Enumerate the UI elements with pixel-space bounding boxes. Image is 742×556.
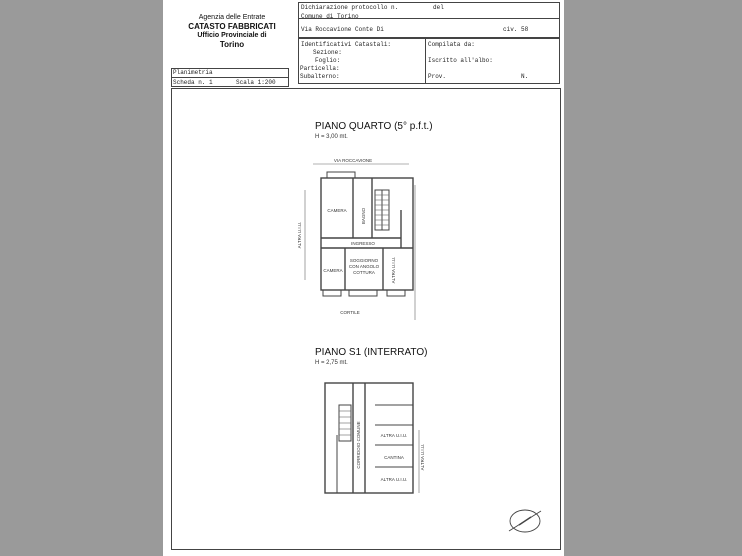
plan1-street-label: VIA ROCCAVIONE	[333, 158, 373, 163]
plan1-altra-left-label: ALTRA U.I.U.	[297, 221, 302, 249]
plan1-title: PIANO QUARTO (5° p.f.t.)	[315, 121, 433, 132]
plan2-altra1-label: ALTRA U.I.U.	[380, 433, 408, 438]
ufficio-provinciale: Ufficio Provinciale di	[197, 32, 267, 39]
plan2-corridoio-label: CORRIDOIO COMUNE	[356, 421, 361, 469]
agency-heading	[176, 14, 288, 49]
north-arrow-icon	[505, 505, 545, 537]
foglio-label: Foglio:	[315, 57, 341, 64]
plan1-soggiorno-line1: SOGGIORNO	[349, 258, 379, 263]
plan1-camera2-label: CAMERA	[323, 268, 343, 273]
compilata-label: Compilata da:	[428, 41, 475, 48]
num-label: N.	[521, 73, 529, 80]
declaration-label: Dichiarazione protocollo n.	[301, 4, 399, 11]
plan1-balcony-bottom-right	[387, 290, 405, 296]
particella-label: Particella:	[300, 65, 340, 72]
plan2-drawing	[313, 375, 433, 500]
planimetria-sheet	[163, 0, 564, 556]
plan1-soggiorno-line3: COTTURA	[353, 270, 375, 275]
scala-label: Scala 1:200	[236, 79, 276, 86]
plan1-drawing	[283, 150, 423, 320]
civico-label: civ. 58	[503, 26, 529, 33]
declaration-del: del	[433, 4, 444, 11]
plan2-altra-side-label: ALTRA U.I.U.	[420, 443, 425, 471]
plan1-cortile-label: CORTILE	[340, 310, 360, 315]
agency-name: Agenzia delle Entrate	[198, 14, 266, 21]
plan1-soggiorno-line2: CON ANGOLO	[348, 264, 380, 269]
scheda-label: Scheda n. 1	[173, 79, 213, 86]
via-label: Via Roccavione Conte Di	[301, 26, 384, 33]
identificativi-divider	[425, 38, 426, 84]
planimetria-label: Planimetria	[173, 69, 213, 76]
torino-label: Torino	[219, 40, 245, 49]
plan2-title: PIANO S1 (INTERRATO)	[315, 347, 428, 358]
plan1-altra-inner-label: ALTRA U.I.U.	[391, 256, 396, 284]
planimetria-divider	[171, 77, 289, 78]
plan1-camera1-label: CAMERA	[327, 208, 347, 213]
iscritto-label: Iscritto all'albo:	[428, 57, 493, 64]
identificativi-title: Identificativi Catastali:	[301, 41, 392, 48]
plan1-height: H = 3,00 mt.	[315, 134, 348, 140]
plan2-altra2-label: ALTRA U.I.U.	[380, 477, 408, 482]
catasto-fabbricati: CATASTO FABBRICATI	[188, 22, 276, 31]
plan2-height: H = 2,75 mt.	[315, 360, 348, 366]
plan1-balcony-bottom-left	[323, 290, 341, 296]
plan1-bagno-label: BAGNO	[361, 207, 366, 225]
subalterno-label: Subalterno:	[300, 73, 340, 80]
plan1-ingresso-label: INGRESSO	[351, 241, 375, 246]
sezione-label: Sezione:	[313, 49, 342, 56]
prov-label: Prov.	[428, 73, 447, 80]
comune-label: Comune di Torino	[301, 13, 359, 20]
plan1-balcony-top	[327, 172, 355, 178]
plan2-cantina-label: CANTINA	[384, 455, 404, 460]
plan1-balcony-bottom-mid	[349, 290, 377, 296]
